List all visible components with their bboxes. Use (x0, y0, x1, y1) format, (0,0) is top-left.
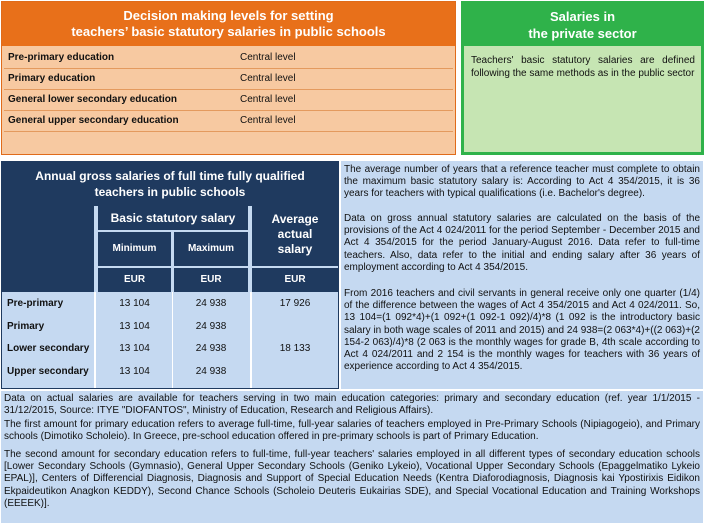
decision-row (4, 48, 453, 69)
table-corner (2, 206, 94, 292)
decision-row-value: Central level (240, 73, 296, 84)
private-title-line2: the private sector (528, 26, 637, 41)
decision-title-line2: teachers’ basic statutory salaries in public schools (71, 24, 386, 39)
bottom-paragraph: The second amount for secondary education refers to full-time, full-year teachers' salaries employed in all different types of secondary education schools [Lower Secondary Schools (Gymnasio), General Upper Secondary Schools (Geniko Lykeio), Vocational Upper Secondary Schools (Epaggelmatiko Lykeio EPAL)], Centers of Differencial Diagnosis, Diagnosis and Support of Special Education Needs (Kentra Diaforodiagnosis, Diagnosis kai Ypostirixis Eidikon Ekpaideutikon Anagkon KEDDY), Second Chance Schools (Scholeio Deuteris Eukairias SDE), and Special Vocational Education and Training Workshops (EEEEK)]. (4, 449, 700, 509)
currency-label: EUR (98, 268, 171, 292)
notes-paragraph: Data on gross annual statutory salaries are calculated on the basis of the provisions of the Act 4 024/2011 for the period September - December 2015 and Act 4 354/2015 for the period January-August 2016. Data refer to full-time teachers. Also, data refer to the initial and ending salary after 36 years of employment according to Act 4 354/2015. (344, 213, 700, 273)
basic-statutory-header: Basic statutory salary (98, 206, 248, 230)
decision-row-value: Central level (240, 52, 296, 63)
column-divider (94, 292, 96, 388)
average-header-line3: salary (277, 242, 313, 256)
maximum-value: 24 938 (195, 343, 227, 354)
decision-row-value: Central level (240, 94, 296, 105)
maximum-value: 24 938 (195, 298, 227, 309)
minimum-header: Minimum (98, 232, 171, 266)
minimum-value: 13 104 (119, 343, 150, 354)
decision-row-label: Primary education (8, 73, 96, 84)
actual-salary-notes-panel (1, 391, 703, 523)
average-header-line1: Average (271, 212, 319, 226)
salary-notes-panel (341, 161, 703, 389)
maximum-value: 24 938 (195, 321, 227, 332)
row-label: Upper secondary (7, 366, 89, 377)
decision-row (4, 111, 453, 132)
decision-row (4, 90, 453, 111)
decision-levels-panel (1, 1, 456, 155)
currency-label: EUR (174, 268, 248, 292)
maximum-header: Maximum (174, 232, 248, 266)
row-label: Primary (7, 321, 45, 332)
private-sector-panel (461, 1, 704, 155)
minimum-value: 13 104 (119, 321, 150, 332)
notes-paragraph: The average number of years that a reference teacher must complete to obtain the maximum basic statutory salary is: According to Act 4 354/2015, it is 36 years for teachers with typical qualifications (i.e. Bachelor's degree). (344, 164, 700, 200)
row-label: Lower secondary (7, 343, 90, 354)
private-title-line1: Salaries in (549, 9, 616, 24)
salaries-title-line2: teachers in public schools (94, 185, 246, 199)
average-value: 17 926 (279, 298, 311, 309)
decision-row (4, 69, 453, 90)
decision-row-value: Central level (240, 115, 296, 126)
notes-paragraph: From 2016 teachers and civil servants in general receive only one quarter (1/4) of the difference between the wages of Act 4 354/2015 and Act 4 024/2011. So, 13 104=(1 092*4)+(1 092+(1 092-1 092)/4)*8 (1 092 is the introductory basic salary in both wage scales of 2011 and 2015) and 24 938=(2 063*4)+((2 063)+(2 154-2 063)/4)*8 (2 063 is the monthly wages for grade B, 4th scale according to Act 4 024/2011 and 2 154 is the monthly wages for teachers with 36 years of experience according to Act 4 354/2015. (344, 288, 700, 373)
minimum-value: 13 104 (119, 298, 150, 309)
average-actual-salary-header (252, 206, 338, 266)
average-value: 18 133 (279, 343, 311, 354)
salaries-title-line1: Annual gross salaries of full time fully qualified (35, 169, 305, 183)
decision-row-label: Pre-primary education (8, 52, 115, 63)
decision-row-label: General lower secondary education (8, 94, 177, 105)
decision-title-line1: Decision making levels for setting (123, 8, 334, 23)
maximum-value: 24 938 (195, 366, 227, 377)
bottom-paragraph: Data on actual salaries are available for teachers serving in two main education categories: primary and secondary education (ref. year 1/1/2015 - 31/12/2015, Source: ITYE "DIOFANTOS", Ministry of Education, Research and Religious Affairs). (4, 393, 700, 417)
minimum-value: 13 104 (119, 366, 150, 377)
private-sector-text: Teachers' basic statutory salaries are defined following the same methods as in the public sector (471, 55, 695, 79)
currency-label: EUR (252, 268, 338, 292)
column-divider (172, 292, 173, 388)
salaries-table (1, 161, 339, 389)
row-label: Pre-primary (7, 298, 64, 309)
private-sector-title (464, 4, 701, 46)
salaries-title (2, 162, 338, 206)
average-header-line2: actual (277, 227, 313, 241)
decision-row-label: General upper secondary education (8, 115, 179, 126)
decision-levels-title (2, 2, 455, 46)
bottom-paragraph: The first amount for primary education refers to average full-time, full-year salaries of teachers employed in Pre-Primary Schools (Nipiagogeio), and Primary schools (Dimotiko Scholeio). In Greece, pre-school education offered in pre-primary schools is part of Primary Education. (4, 419, 700, 443)
